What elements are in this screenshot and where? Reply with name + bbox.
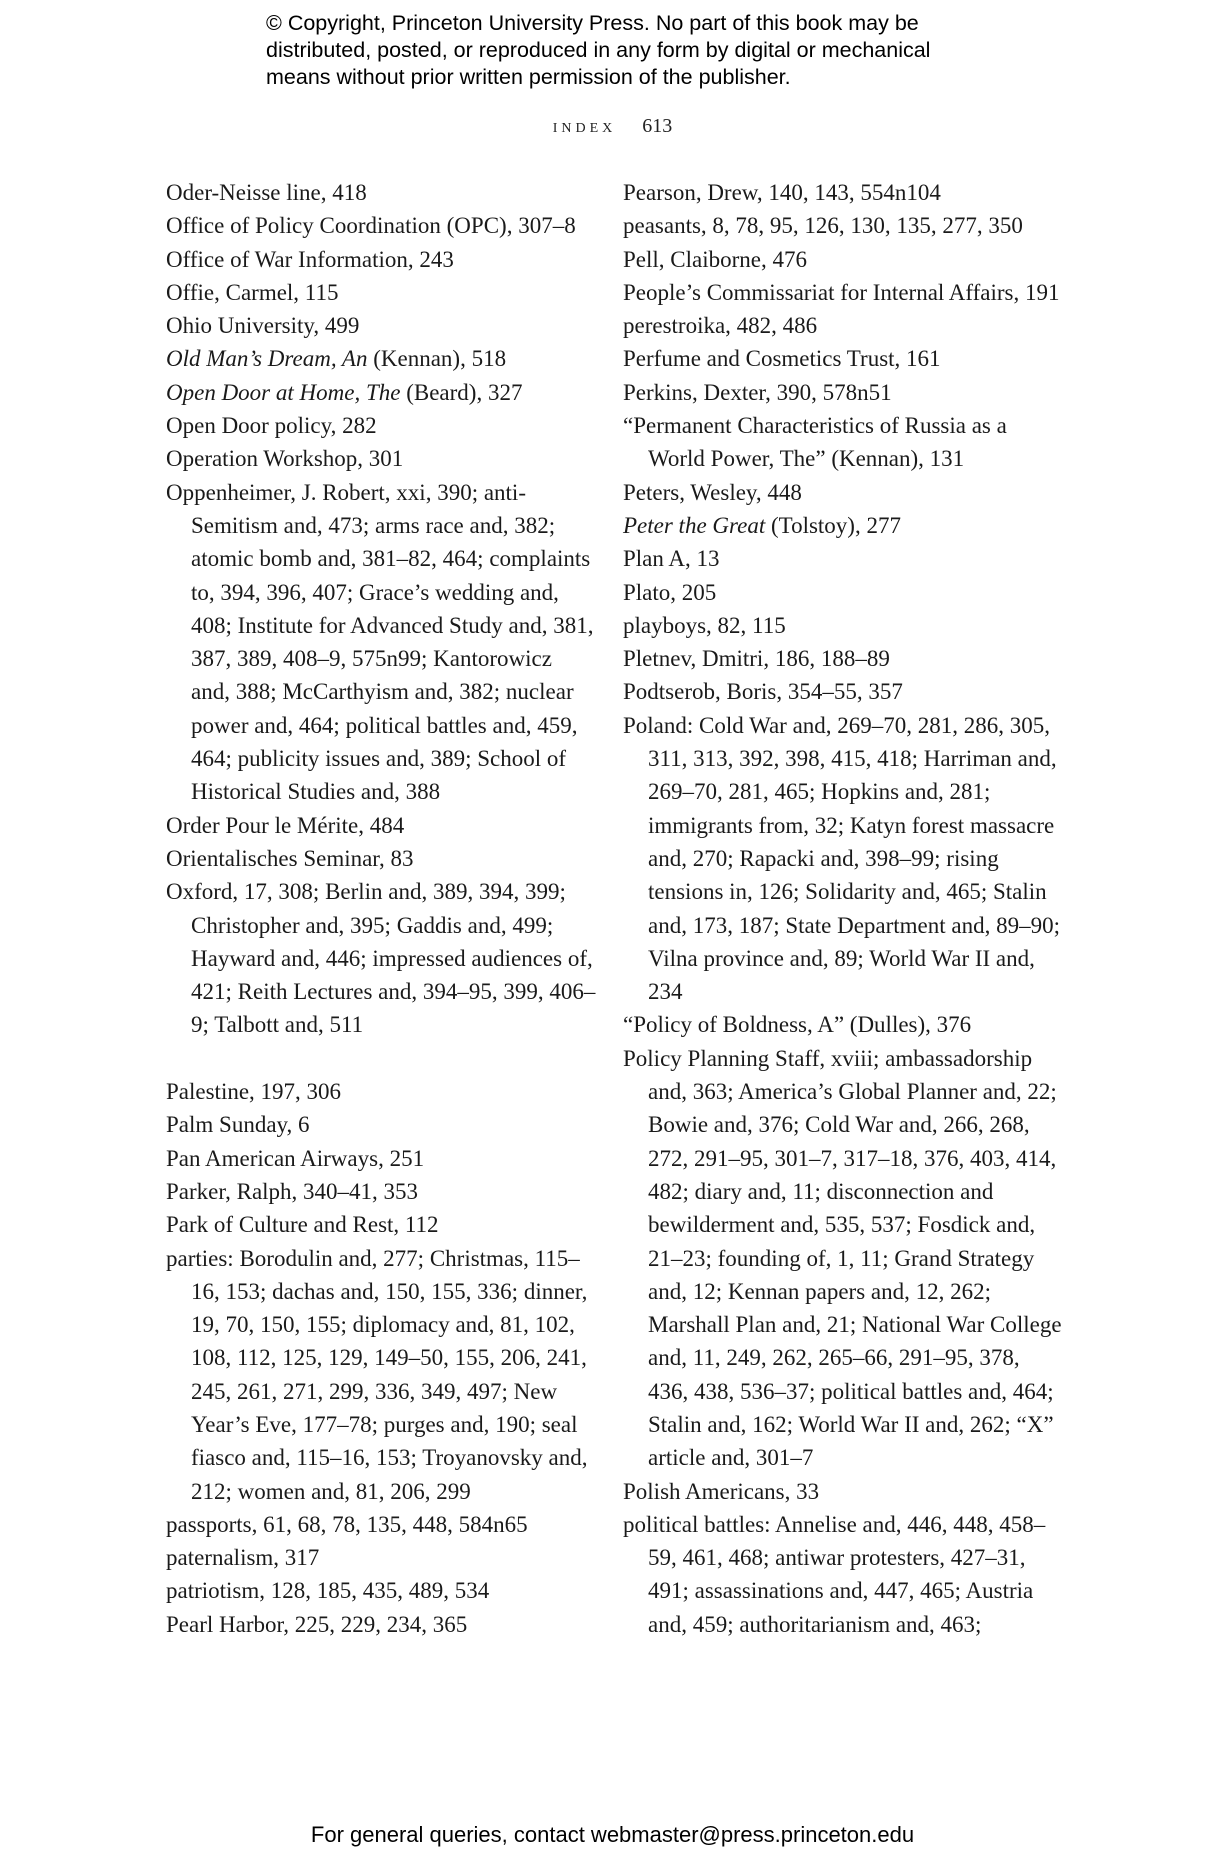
- index-entry-text: (Tolstoy), 277: [765, 512, 901, 538]
- index-entry-text: Pearson, Drew, 140, 143, 554n104: [623, 180, 941, 205]
- index-entry: [166, 342, 596, 375]
- index-entry: [166, 842, 596, 875]
- index-entry: [623, 1475, 1063, 1508]
- index-entry: [166, 875, 596, 1041]
- index-entry-text: Palm Sunday, 6: [166, 1112, 310, 1138]
- index-entry: [623, 1008, 1063, 1041]
- index-entry: [166, 1142, 596, 1175]
- index-entry: [623, 609, 1063, 642]
- index-entry-text: playboys, 82, 115: [623, 612, 786, 638]
- index-entry: [166, 1608, 596, 1641]
- index-entry: [623, 1508, 1063, 1641]
- index-entry-text: Perfume and Cosmetics Trust, 161: [623, 346, 941, 372]
- index-entry: [166, 1075, 596, 1108]
- index-entry: [166, 1108, 596, 1141]
- index-entry-text: Park of Culture and Rest, 112: [166, 1212, 439, 1238]
- index-entry-text: Polish Americans, 33: [623, 1478, 820, 1504]
- copyright-line-1: © Copyright, Princeton University Press. No part of this book may be: [266, 11, 919, 35]
- index-entry-text: “Policy of Boldness, A” (Dulles), 376: [623, 1012, 972, 1038]
- index-entry: [166, 376, 596, 409]
- index-entry-text: Pell, Claiborne, 476: [623, 246, 807, 272]
- index-entry-text: peasants, 8, 78, 95, 126, 130, 135, 277, 350: [623, 213, 1023, 239]
- index-entry-text: Operation Workshop, 301: [166, 446, 404, 472]
- index-entry-title: Peter the Great: [623, 512, 766, 538]
- index-entry-text: Poland: Cold War and, 269–70, 281, 286, 305, 311, 313, 392, 398, 415, 418; Harriman and, 269–70, 281, 465; Hopkins and, 281; immigrants from, 32; Katyn forest massacre and, 270; Rapacki and, 398–99; rising tensions in, 126; Solidarity and, 465; Stalin and, 173, 187; State Department and, 89–90; Vilna province and, 89; World War II and, 234: [623, 712, 1061, 1005]
- index-entry-text: Office of Policy Coordination (OPC), 307–8: [166, 213, 576, 239]
- index-entry-text: Offie, Carmel, 115: [166, 279, 339, 305]
- running-head-title: index: [552, 115, 617, 137]
- index-entry: [166, 809, 596, 842]
- index-entry-text: paternalism, 317: [166, 1545, 320, 1571]
- index-entry: [623, 1042, 1063, 1475]
- index-entry-text: Ohio University, 499: [166, 313, 360, 339]
- copyright-line-2: distributed, posted, or reproduced in any form by digital or mechanical: [266, 38, 931, 62]
- index-entry-text: Parker, Ralph, 340–41, 353: [166, 1178, 419, 1204]
- copyright-line-3: means without prior written permission of the publisher.: [266, 65, 791, 89]
- index-entry-text: (Kennan), 518: [367, 346, 507, 372]
- index-entry: [623, 409, 1063, 476]
- index-entry-text: Pletnev, Dmitri, 186, 188–89: [623, 646, 890, 672]
- index-entry-text: Plan A, 13: [623, 546, 720, 572]
- index-entry: [166, 1574, 596, 1607]
- index-column-right: [623, 176, 1063, 1641]
- index-entry: [166, 1175, 596, 1208]
- index-entry: [623, 576, 1063, 609]
- index-entry: [623, 509, 1063, 542]
- index-entry-text: Plato, 205: [623, 579, 717, 605]
- index-entry: [623, 243, 1063, 276]
- copyright-notice: [266, 10, 1026, 91]
- index-entry-text: perestroika, 482, 486: [623, 313, 818, 339]
- index-entry: [623, 709, 1063, 1009]
- index-entry-text: parties: Borodulin and, 277; Christmas, 115–16, 153; dachas and, 150, 155, 336; dinner, 19, 70, 150, 155; diplomacy and, 81, 102, 108, 112, 125, 129, 149–50, 155, 206, 241, 245, 261, 271, 299, 336, 349, 497; New Year’s Eve, 177–78; purges and, 190; seal fiasco and, 115–16, 153; Troyanovsky and, 212; women and, 81, 206, 299: [166, 1245, 588, 1504]
- index-entry: [166, 1208, 596, 1241]
- index-entry: [623, 209, 1063, 242]
- index-entry-text: People’s Commissariat for Internal Affairs, 191: [623, 279, 1060, 305]
- index-entry: [623, 309, 1063, 342]
- index-entry-text: Orientalisches Seminar, 83: [166, 845, 414, 871]
- running-head: [0, 112, 1225, 140]
- index-entry-text: Perkins, Dexter, 390, 578n51: [623, 379, 892, 405]
- index-entry: [166, 1541, 596, 1574]
- index-entry-text: Oder-Neisse line, 418: [166, 180, 367, 205]
- index-entry-text: Peters, Wesley, 448: [623, 479, 802, 505]
- index-entry: [166, 243, 596, 276]
- index-entry: [623, 642, 1063, 675]
- index-entry-text: political battles: Annelise and, 446, 448, 458–59, 461, 468; antiwar protesters, 427–31, 491; assassinations and, 447, 465; Austria and, 459; authoritarianism and, 463;: [623, 1511, 1046, 1637]
- index-entry-text: (Beard), 327: [400, 379, 523, 405]
- index-entry-text: Pan American Airways, 251: [166, 1145, 425, 1171]
- index-entry: [166, 309, 596, 342]
- index-entry: [623, 542, 1063, 575]
- index-entry: [166, 1242, 596, 1508]
- index-entry: [166, 176, 596, 209]
- index-entry: [166, 476, 596, 809]
- index-entry: [166, 409, 596, 442]
- footer-contact: For general queries, contact webmaster@press.princeton.edu: [310, 1822, 915, 1847]
- index-entry: [166, 442, 596, 475]
- index-entry-text: Pearl Harbor, 225, 229, 234, 365: [166, 1611, 468, 1637]
- index-entry-title: Old Man’s Dream, An: [166, 346, 368, 372]
- index-entry: [623, 176, 1063, 209]
- index-entry-text: patriotism, 128, 185, 435, 489, 534: [166, 1578, 490, 1604]
- index-entry: [166, 1508, 596, 1541]
- index-entry-text: passports, 61, 68, 78, 135, 448, 584n65: [166, 1511, 528, 1537]
- page-number: 613: [642, 115, 673, 137]
- index-entry: [166, 209, 596, 242]
- index-entry: [623, 342, 1063, 375]
- index-entry-text: Open Door policy, 282: [166, 413, 377, 439]
- index-entry: [623, 675, 1063, 708]
- index-entry: [166, 276, 596, 309]
- index-entry-text: “Permanent Characteristics of Russia as a World Power, The” (Kennan), 131: [623, 413, 1007, 472]
- index-entry-text: Podtserob, Boris, 354–55, 357: [623, 679, 903, 705]
- index-entry: [623, 376, 1063, 409]
- index-entry-text: Palestine, 197, 306: [166, 1079, 342, 1105]
- index-entry-title: Open Door at Home, The: [166, 379, 401, 405]
- index-entry: [623, 476, 1063, 509]
- index-entry-text: Policy Planning Staff, xviii; ambassadorship and, 363; America’s Global Planner and, 22; Bowie and, 376; Cold War and, 266, 268, 272, 291–95, 301–7, 317–18, 376, 403, 414, 482; diary and, 11; disconnection and bewilderment and, 535, 537; Fosdick and, 21–23; founding of, 1, 11; Grand Strategy and, 12; Kennan papers and, 12, 262; Marshall Plan and, 21; National War College and, 11, 249, 262, 265–66, 291–95, 378, 436, 438, 536–37; political battles and, 464; Stalin and, 162; World War II and, 262; “X” article and, 301–7: [623, 1045, 1062, 1471]
- index-entry-text: Office of War Information, 243: [166, 246, 454, 272]
- index-entry-text: Oppenheimer, J. Robert, xxi, 390; anti-Semitism and, 473; arms race and, 382; atomic bomb and, 381–82, 464; complaints to, 394, 396, 407; Grace’s wedding and, 408; Institute for Advanced Study and, 381, 387, 389, 408–9, 575n99; Kantorowicz and, 388; McCarthyism and, 382; nuclear power and, 464; political battles and, 459, 464; publicity issues and, 389; School of Historical Studies and, 388: [166, 479, 594, 805]
- index-entry: [623, 276, 1063, 309]
- index-entry-text: Order Pour le Mérite, 484: [166, 812, 405, 838]
- index-entry-text: Oxford, 17, 308; Berlin and, 389, 394, 399; Christopher and, 395; Gaddis and, 499; Hayward and, 446; impressed audiences of, 421; Reith Lectures and, 394–95, 399, 406–9; Talbott and, 511: [166, 879, 596, 1038]
- index-column-left: [166, 176, 596, 1641]
